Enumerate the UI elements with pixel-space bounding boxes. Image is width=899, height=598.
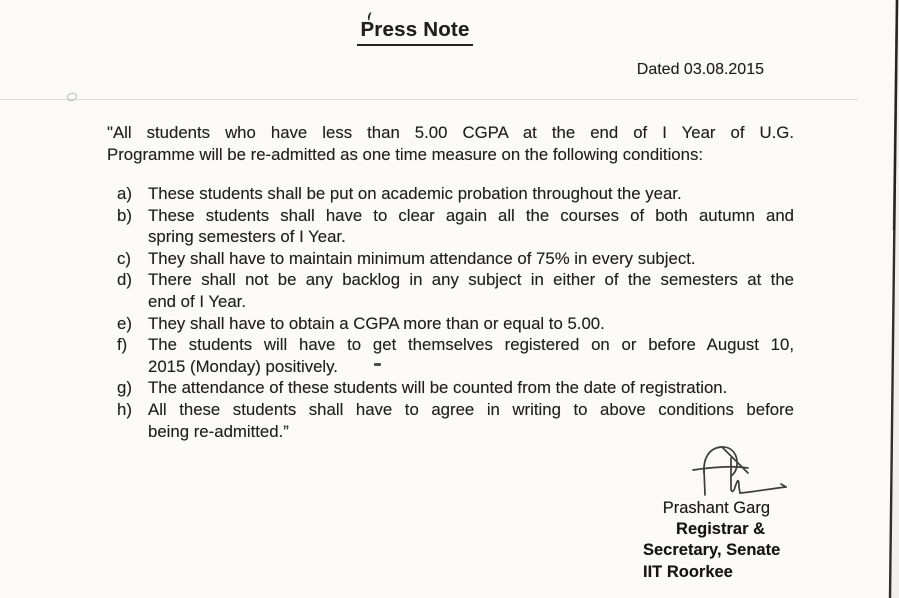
condition-label: d) [117, 270, 132, 290]
condition-line: end of I Year. [148, 291, 246, 311]
signatory-role-registrar: Registrar & [676, 520, 765, 538]
intro-line: Programme will be re-admitted as one time measure on the following conditions: [107, 144, 704, 164]
condition-label: h) [117, 399, 132, 419]
condition-line: The attendance of these students will be counted from the date of registration. [148, 378, 728, 398]
condition-label: b) [117, 205, 132, 225]
condition-line: They shall have to maintain minimum attendance of 75% in every subject. [148, 248, 696, 268]
page-title: Press Note [357, 18, 472, 46]
signatory-name: Prashant Garg [662, 499, 770, 517]
signatory-role-secretary: Secretary, Senate [643, 541, 781, 559]
condition-label: f) [117, 335, 128, 355]
condition-line: These students shall have to clear again all the courses of both autumn and [148, 205, 794, 225]
condition-line: spring semesters of I Year. [148, 227, 346, 247]
condition-label: c) [117, 248, 131, 268]
condition-line: They shall have to obtain a CGPA more than or equal to 5.00. [148, 313, 605, 333]
date-line: Dated 03.08.2015 [636, 61, 764, 78]
signatory-org-iit-roorkee: IIT Roorkee [643, 563, 733, 581]
condition-line: The students will have to get themselves registered on or before August 10, [148, 335, 794, 355]
condition-label: e) [117, 313, 132, 333]
intro-line: "All students who have less than 5.00 CGPA at the end of I Year of U.G. [107, 123, 794, 142]
condition-label: a) [117, 184, 132, 203]
condition-label: g) [117, 378, 132, 398]
condition-line: All these students shall have to agree in writing to above conditions before [148, 399, 794, 419]
condition-line: These students shall be put on academic probation throughout the year. [148, 184, 682, 203]
condition-line: being re-admitted.” [148, 421, 289, 441]
condition-line: 2015 (Monday) positively. [148, 356, 338, 376]
condition-line: There shall not be any backlog in any subject in either of the semesters at the [148, 270, 794, 290]
